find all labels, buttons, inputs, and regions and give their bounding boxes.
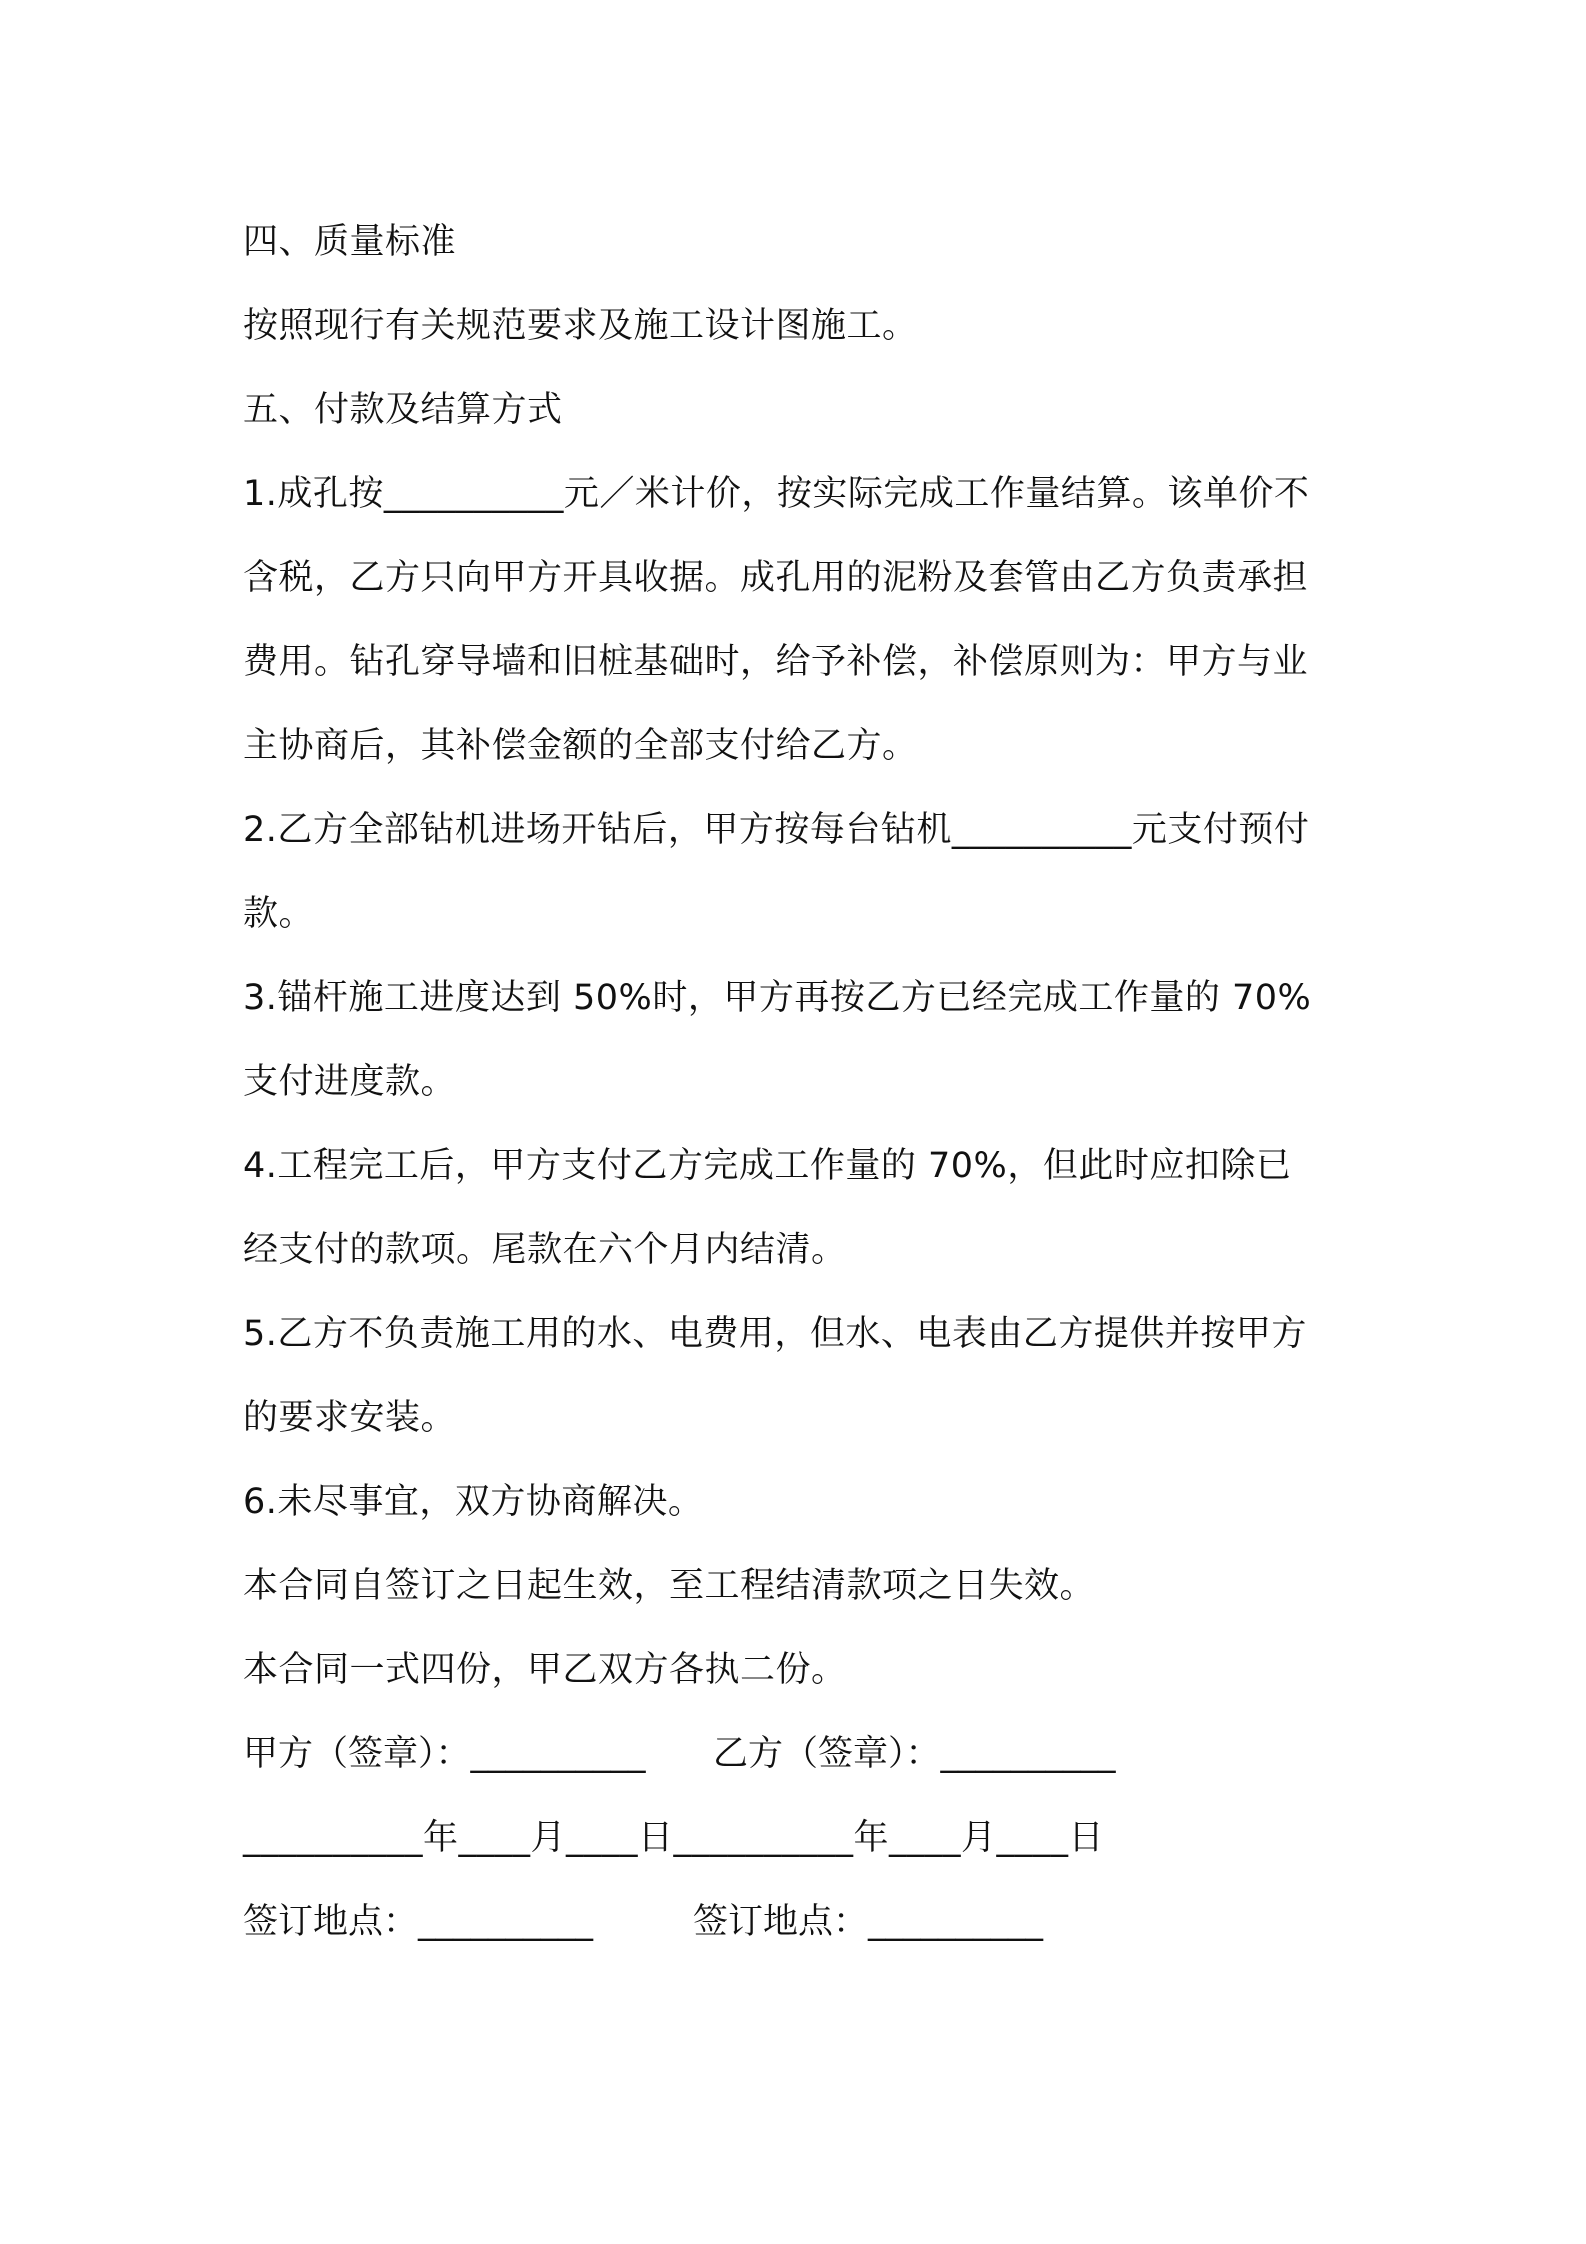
date-row: __________年____月____日__________年____月____日: [243, 1818, 1105, 1858]
item-1-line-3: 费用。钻孔穿导墙和旧桩基础时，给予补偿，补偿原则为：甲方与业: [243, 642, 1309, 682]
place-row: [243, 1880, 1363, 1964]
item-5-line-1: 5.乙方不负责施工用的水、电费用，但水、电表由乙方提供并按甲方: [243, 1314, 1307, 1354]
item-4-line-1: 4.工程完工后，甲方支付乙方完成工作量的 70%，但此时应扣除已: [243, 1146, 1292, 1186]
copies-clause: 本合同一式四份，甲乙双方各执二份。: [243, 1650, 847, 1690]
seal-row: [243, 1712, 1363, 1796]
section-4-text: 按照现行有关规范要求及施工设计图施工。: [243, 306, 918, 346]
item-1-line-2: 含税，乙方只向甲方开具收据。成孔用的泥粉及套管由乙方负责承担: [243, 558, 1309, 598]
item-2-line-1: 2.乙方全部钻机进场开钻后，甲方按每台钻机__________元支付预付: [243, 810, 1310, 850]
item-3-line-2: 支付进度款。: [243, 1062, 457, 1102]
item-2-line-2: 款。: [243, 894, 315, 934]
party-a-seal: 甲方（签章）：__________: [243, 1734, 646, 1774]
item-6: 6.未尽事宜，双方协商解决。: [243, 1482, 704, 1522]
effective-clause: 本合同自签订之日起生效，至工程结清款项之日失效。: [243, 1566, 1096, 1606]
contract-page: [243, 200, 1363, 1964]
item-1-line-1: 1.成孔按__________元／米计价，按实际完成工作量结算。该单价不: [243, 474, 1310, 514]
section-5-heading: 五、付款及结算方式: [243, 390, 563, 430]
item-4-line-2: 经支付的款项。尾款在六个月内结清。: [243, 1230, 847, 1270]
party-b-seal: 乙方（签章）：__________: [713, 1734, 1116, 1774]
section-4-heading: 四、质量标准: [243, 222, 457, 262]
place-a: 签订地点：__________: [243, 1902, 594, 1942]
item-1-line-4: 主协商后，其补偿金额的全部支付给乙方。: [243, 726, 918, 766]
place-b: 签订地点：__________: [693, 1902, 1044, 1942]
item-3-line-1: 3.锚杆施工进度达到 50%时，甲方再按乙方已经完成工作量的 70%: [243, 978, 1312, 1018]
item-5-line-2: 的要求安装。: [243, 1398, 457, 1438]
